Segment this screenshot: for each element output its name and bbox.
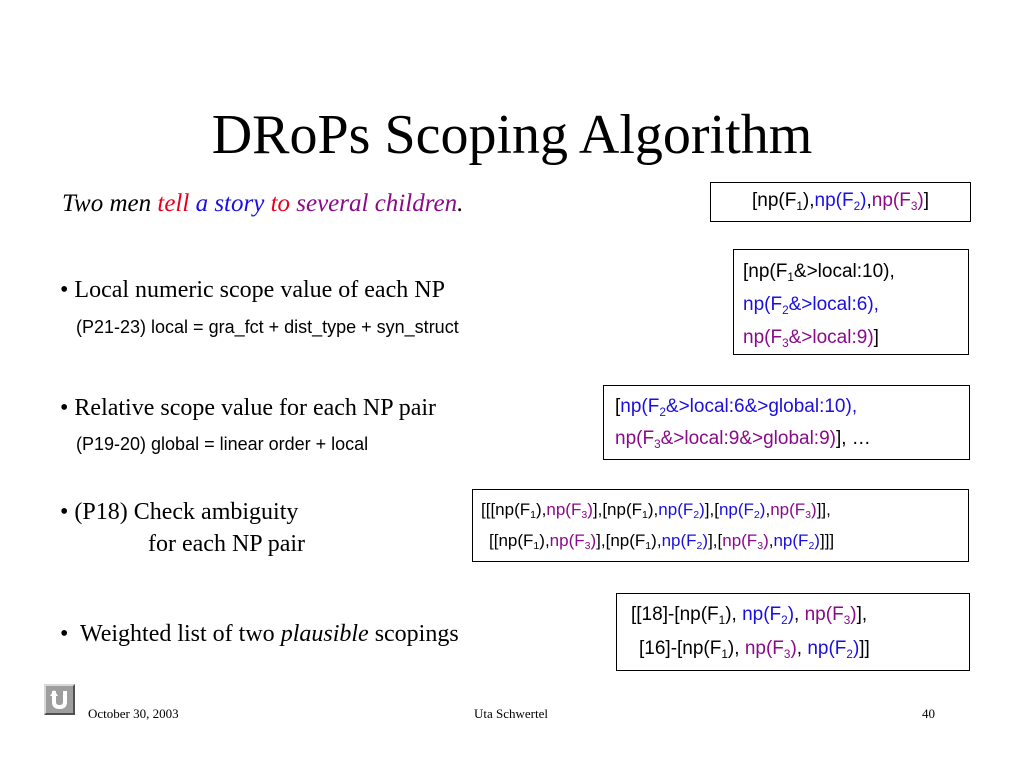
- global-scope-box: [603, 385, 970, 460]
- box-line: [743, 321, 968, 354]
- np-index: 3: [757, 540, 764, 553]
- np-index: 2: [693, 509, 700, 522]
- bullet-local-scope: • Local numeric scope value of each NP: [60, 277, 445, 303]
- np-segment: [[[$np(F_1)$: [481, 500, 542, 522]
- np-index: 3: [783, 647, 791, 661]
- bullet-check-line2: for each NP pair: [148, 531, 306, 557]
- np-term: np(F: [620, 396, 660, 417]
- box-line: [481, 494, 968, 525]
- sentence-word: to: [270, 190, 291, 217]
- np-term: &>local:6),: [788, 294, 879, 315]
- np-index: 2: [659, 405, 666, 419]
- bracket: ]: [923, 190, 929, 211]
- np-index: 2: [753, 509, 760, 522]
- footer-date: October 30, 2003: [88, 706, 179, 721]
- np-term: np(F: [871, 190, 911, 211]
- np-index: 3: [581, 509, 588, 522]
- np-term: &>local:10),: [793, 261, 895, 282]
- np-index: 2: [781, 613, 788, 627]
- bullet-check-line1: • (P18) Check ambiguity: [60, 499, 299, 525]
- np-segment: ,: [731, 604, 743, 625]
- rule-global: (P19-20) global = linear order + local: [76, 434, 369, 454]
- np-term: ): [860, 190, 867, 211]
- np-term: np(F: [743, 327, 783, 348]
- np-segment: $np(F_2)$: [658, 500, 705, 522]
- np-index: 3: [805, 509, 812, 522]
- np-index: 1: [533, 540, 540, 553]
- np-term: ): [917, 190, 924, 211]
- np-segment: ],[: [708, 531, 723, 550]
- np-segment: ]],: [816, 500, 831, 519]
- np-index: 1: [718, 613, 726, 627]
- np-segment: ],[: [704, 500, 719, 519]
- np-segment: $np(F_2)$: [742, 604, 795, 627]
- bracket: ]: [873, 327, 879, 348]
- np-segment: ,: [794, 604, 805, 625]
- np-segment: ,: [541, 500, 547, 519]
- np-index: 2: [853, 199, 861, 213]
- back-arrow-icon: [48, 688, 71, 711]
- np-index: 3: [843, 613, 851, 627]
- bullet-check-ambiguity: [60, 496, 305, 560]
- np-index: 1: [796, 199, 803, 213]
- np-index: 1: [721, 647, 728, 661]
- np-index: 3: [782, 336, 789, 350]
- local-scope-box: [733, 249, 969, 355]
- np-segment: ]]: [859, 638, 870, 659]
- box-line: [615, 423, 969, 455]
- np-term: np(F: [615, 428, 655, 449]
- np-term: np(F: [757, 190, 797, 211]
- np-index: 2: [696, 540, 703, 553]
- example-sentence: [62, 187, 463, 221]
- np-term: [np(F: [743, 261, 788, 282]
- bracket: [: [752, 190, 758, 211]
- np-term: &>local:9): [788, 327, 874, 348]
- rule-local: (P21-23) local = gra_fct + dist_type + syn_struct: [76, 317, 459, 337]
- sentence-end: .: [457, 190, 464, 217]
- box-line: [631, 598, 969, 632]
- np-segment: [[$np(F_1)$: [489, 531, 545, 553]
- sentence-word: a story: [195, 190, 265, 217]
- np-list-box: [710, 182, 971, 222]
- np-segment: [$[18]-[np(F_1)$: [631, 604, 732, 627]
- np-term: &>local:9&>global:9): [660, 428, 836, 449]
- np-segment: $np(F_2)$: [807, 638, 860, 661]
- weighted-emphasis: plausible: [280, 621, 369, 647]
- np-index: 2: [782, 303, 789, 317]
- np-segment: ,: [656, 531, 662, 550]
- np-segment: $np(F_3)$: [770, 500, 817, 522]
- sentence-word: Two men: [62, 190, 152, 217]
- np-segment: ]]]: [819, 531, 835, 550]
- np-index: 1: [787, 270, 794, 284]
- separator: ,: [809, 190, 815, 211]
- np-segment: ,: [796, 638, 808, 659]
- weighted-text-end: scopings: [368, 621, 459, 647]
- sentence-word: several children: [296, 190, 458, 217]
- np-segment: $np(F_2)$: [773, 531, 820, 553]
- np-segment: $np(F_3)$: [549, 531, 597, 553]
- np-segment: $np(F_3)$: [744, 638, 797, 661]
- weighted-scopings-box: [616, 593, 970, 671]
- bullet-weighted-list: [60, 618, 459, 650]
- np-term: np(F: [814, 190, 854, 211]
- np-segment: ,: [768, 531, 774, 550]
- np-segment: ,: [653, 500, 659, 519]
- np-index: 3: [910, 199, 918, 213]
- np-term: ): [802, 190, 810, 211]
- np-segment: $np(F_2)$: [661, 531, 709, 553]
- box-line: [631, 632, 969, 666]
- np-segment: ,: [734, 638, 745, 659]
- box-line: [743, 288, 968, 321]
- footer-page-number: 40: [922, 706, 935, 721]
- np-index: 3: [654, 437, 661, 451]
- np-segment: $np(F_3)$: [804, 604, 857, 627]
- bracket: ], …: [835, 428, 871, 449]
- box-line: [615, 391, 969, 423]
- np-segment: ]$,[np(F_1)$: [596, 531, 657, 553]
- bullet-relative-scope: • Relative scope value for each NP pair: [60, 395, 437, 421]
- np-segment: ],: [856, 604, 868, 625]
- np-index: 1: [642, 509, 648, 522]
- slide-title: DRoPs Scoping Algorithm: [211, 104, 813, 166]
- np-term: np(F: [743, 294, 783, 315]
- np-segment: $np(F_2)$: [718, 500, 766, 522]
- ambiguity-pairs-box: [472, 489, 969, 562]
- np-segment: $np(F_3)$: [546, 500, 593, 522]
- np-segment: $np(F_3)$: [722, 531, 769, 553]
- np-segment: ,: [544, 531, 550, 550]
- np-index: 2: [846, 647, 853, 661]
- weighted-text: • Weighted list of two: [60, 621, 281, 647]
- np-segment: ,: [765, 500, 771, 519]
- separator: ,: [866, 190, 872, 211]
- bracket: [: [615, 396, 621, 417]
- back-button[interactable]: [44, 684, 75, 715]
- np-segment: ]$,[np(F_1)$: [592, 500, 654, 522]
- np-term: &>local:6&>global:10),: [665, 396, 858, 417]
- footer-author: Uta Schwertel: [474, 706, 549, 721]
- np-segment: $[16]-[np(F_1)$: [639, 638, 735, 661]
- np-index: 3: [584, 540, 591, 553]
- box-line: [481, 525, 968, 556]
- box-line: [743, 255, 968, 288]
- np-index: 2: [808, 540, 815, 553]
- sentence-word: tell: [157, 190, 190, 217]
- np-index: 1: [530, 509, 536, 522]
- np-index: 1: [645, 540, 652, 553]
